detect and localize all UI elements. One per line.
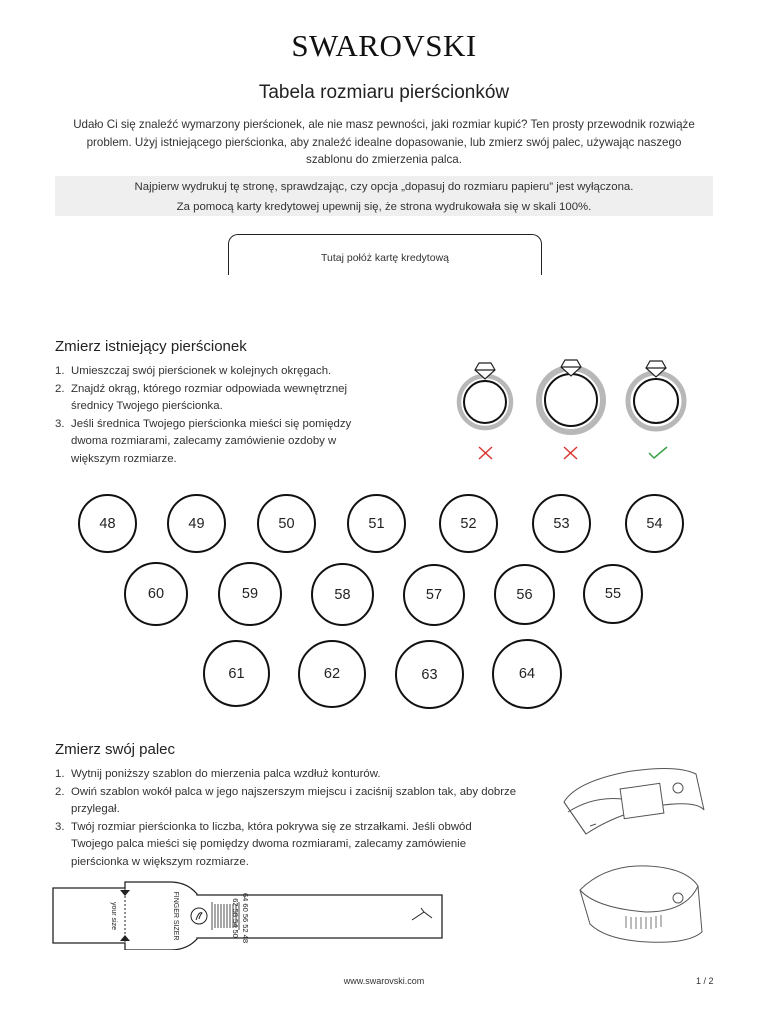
size-circle-64: 64 xyxy=(492,639,562,709)
size-circle-60: 60 xyxy=(124,562,188,626)
size-circle-62: 62 xyxy=(298,640,366,708)
brand-logo: SWAROVSKI xyxy=(291,28,477,63)
cross-icon xyxy=(564,447,577,459)
section-existing-ring-heading: Zmierz istniejący pierścionek xyxy=(55,338,247,355)
notice-line-2: Za pomocą karty kredytowej upewnij się, że strona wydrukowała się w skali 100%. xyxy=(176,201,592,213)
size-circle-52: 52 xyxy=(439,494,498,553)
diamond-icon xyxy=(561,360,581,376)
step-item: 1. Umieszczaj swój pierścionek w kolejnych okręgach. xyxy=(55,365,332,377)
intro-text: Udało Ci się znaleźć wymarzony pierścionek, ale nie masz pewności, jaki rozmiar kupić? Ten prosty przewodnik rozwiąże problem. Użyj istniejącego pierścionka, aby znaleźć idealne dopasowanie, lub zmierz swój palec, używając naszego szablonu do zmierzenia palca. xyxy=(73,118,695,166)
existing-ring-steps xyxy=(55,363,355,468)
section-measure-finger-heading: Zmierz swój palec xyxy=(55,741,176,758)
size-circle-50: 50 xyxy=(257,494,316,553)
cross-icon xyxy=(479,447,492,459)
print-notice xyxy=(55,176,713,216)
size-circle-51: 51 xyxy=(347,494,406,553)
size-circle-54: 54 xyxy=(625,494,684,553)
size-circle-57: 57 xyxy=(403,564,465,626)
size-circle-59: 59 xyxy=(218,562,282,626)
step-item: 1. Wytnij poniższy szablon do mierzenia palca wzdłuż konturów. xyxy=(55,768,381,780)
ring-too-small xyxy=(459,363,511,428)
size-circle-61: 61 xyxy=(203,640,270,707)
finger-sizer-template xyxy=(52,880,452,950)
credit-card-label: Tutaj połóż kartę kredytową xyxy=(320,252,449,264)
step-item: 3. Jeśli średnica Twojego pierścionka mieści się pomiędzy dwoma rozmiarami, zalecamy zamówienie ozdoby w większym rozmiarze. xyxy=(55,417,352,465)
size-circle-56: 56 xyxy=(494,564,555,625)
ring-too-large xyxy=(539,360,603,432)
sizer-scale-bottom: 62 58 54 50 xyxy=(231,898,240,938)
page-number: 1 / 2 xyxy=(696,976,714,986)
step-item: 2. Owiń szablon wokół palca w jego najszerszym miejscu i zaciśnij szablon tak, aby dobrze przylegał. xyxy=(55,785,517,815)
size-circle-63: 63 xyxy=(395,640,464,709)
page-title: Tabela rozmiaru pierścionków xyxy=(258,82,510,103)
notice-line-1: Najpierw wydrukuj tę stronę, sprawdzając, czy opcja „dopasuj do rozmiaru papieru” jest wyłączona. xyxy=(134,181,634,193)
finger-sizer-label: FINGER SIZER xyxy=(172,891,179,941)
your-size-label: your size xyxy=(110,901,117,931)
size-circle-48: 48 xyxy=(78,494,137,553)
sizer-wrap-illustration-1 xyxy=(556,764,716,846)
size-circle-53: 53 xyxy=(532,494,591,553)
size-circle-58: 58 xyxy=(311,563,374,626)
ring-correct-fit xyxy=(628,361,684,429)
step-item: 2. Znajdź okrąg, którego rozmiar odpowiada wewnętrznej średnicy Twojego pierścionka. xyxy=(55,382,348,412)
sizer-scale-top: 64 60 56 52 48 xyxy=(241,892,250,944)
credit-card-placeholder xyxy=(228,234,542,275)
step-item: 3. Twój rozmiar pierścionka to liczba, która pokrywa się ze strzałkami. Jeśli obwód Twojego palca mieści się pomiędzy dwoma rozmiarami, zalecamy zamówienie pierścionka w większym rozmiarze. xyxy=(55,820,472,868)
size-circle-49: 49 xyxy=(167,494,226,553)
measure-finger-steps xyxy=(55,766,517,871)
sizer-wrap-illustration-2 xyxy=(576,856,716,952)
check-icon xyxy=(649,447,667,458)
footer-url: www.swarovski.com xyxy=(343,976,425,986)
size-circle-55: 55 xyxy=(583,564,643,624)
ring-fit-illustration xyxy=(440,352,710,468)
